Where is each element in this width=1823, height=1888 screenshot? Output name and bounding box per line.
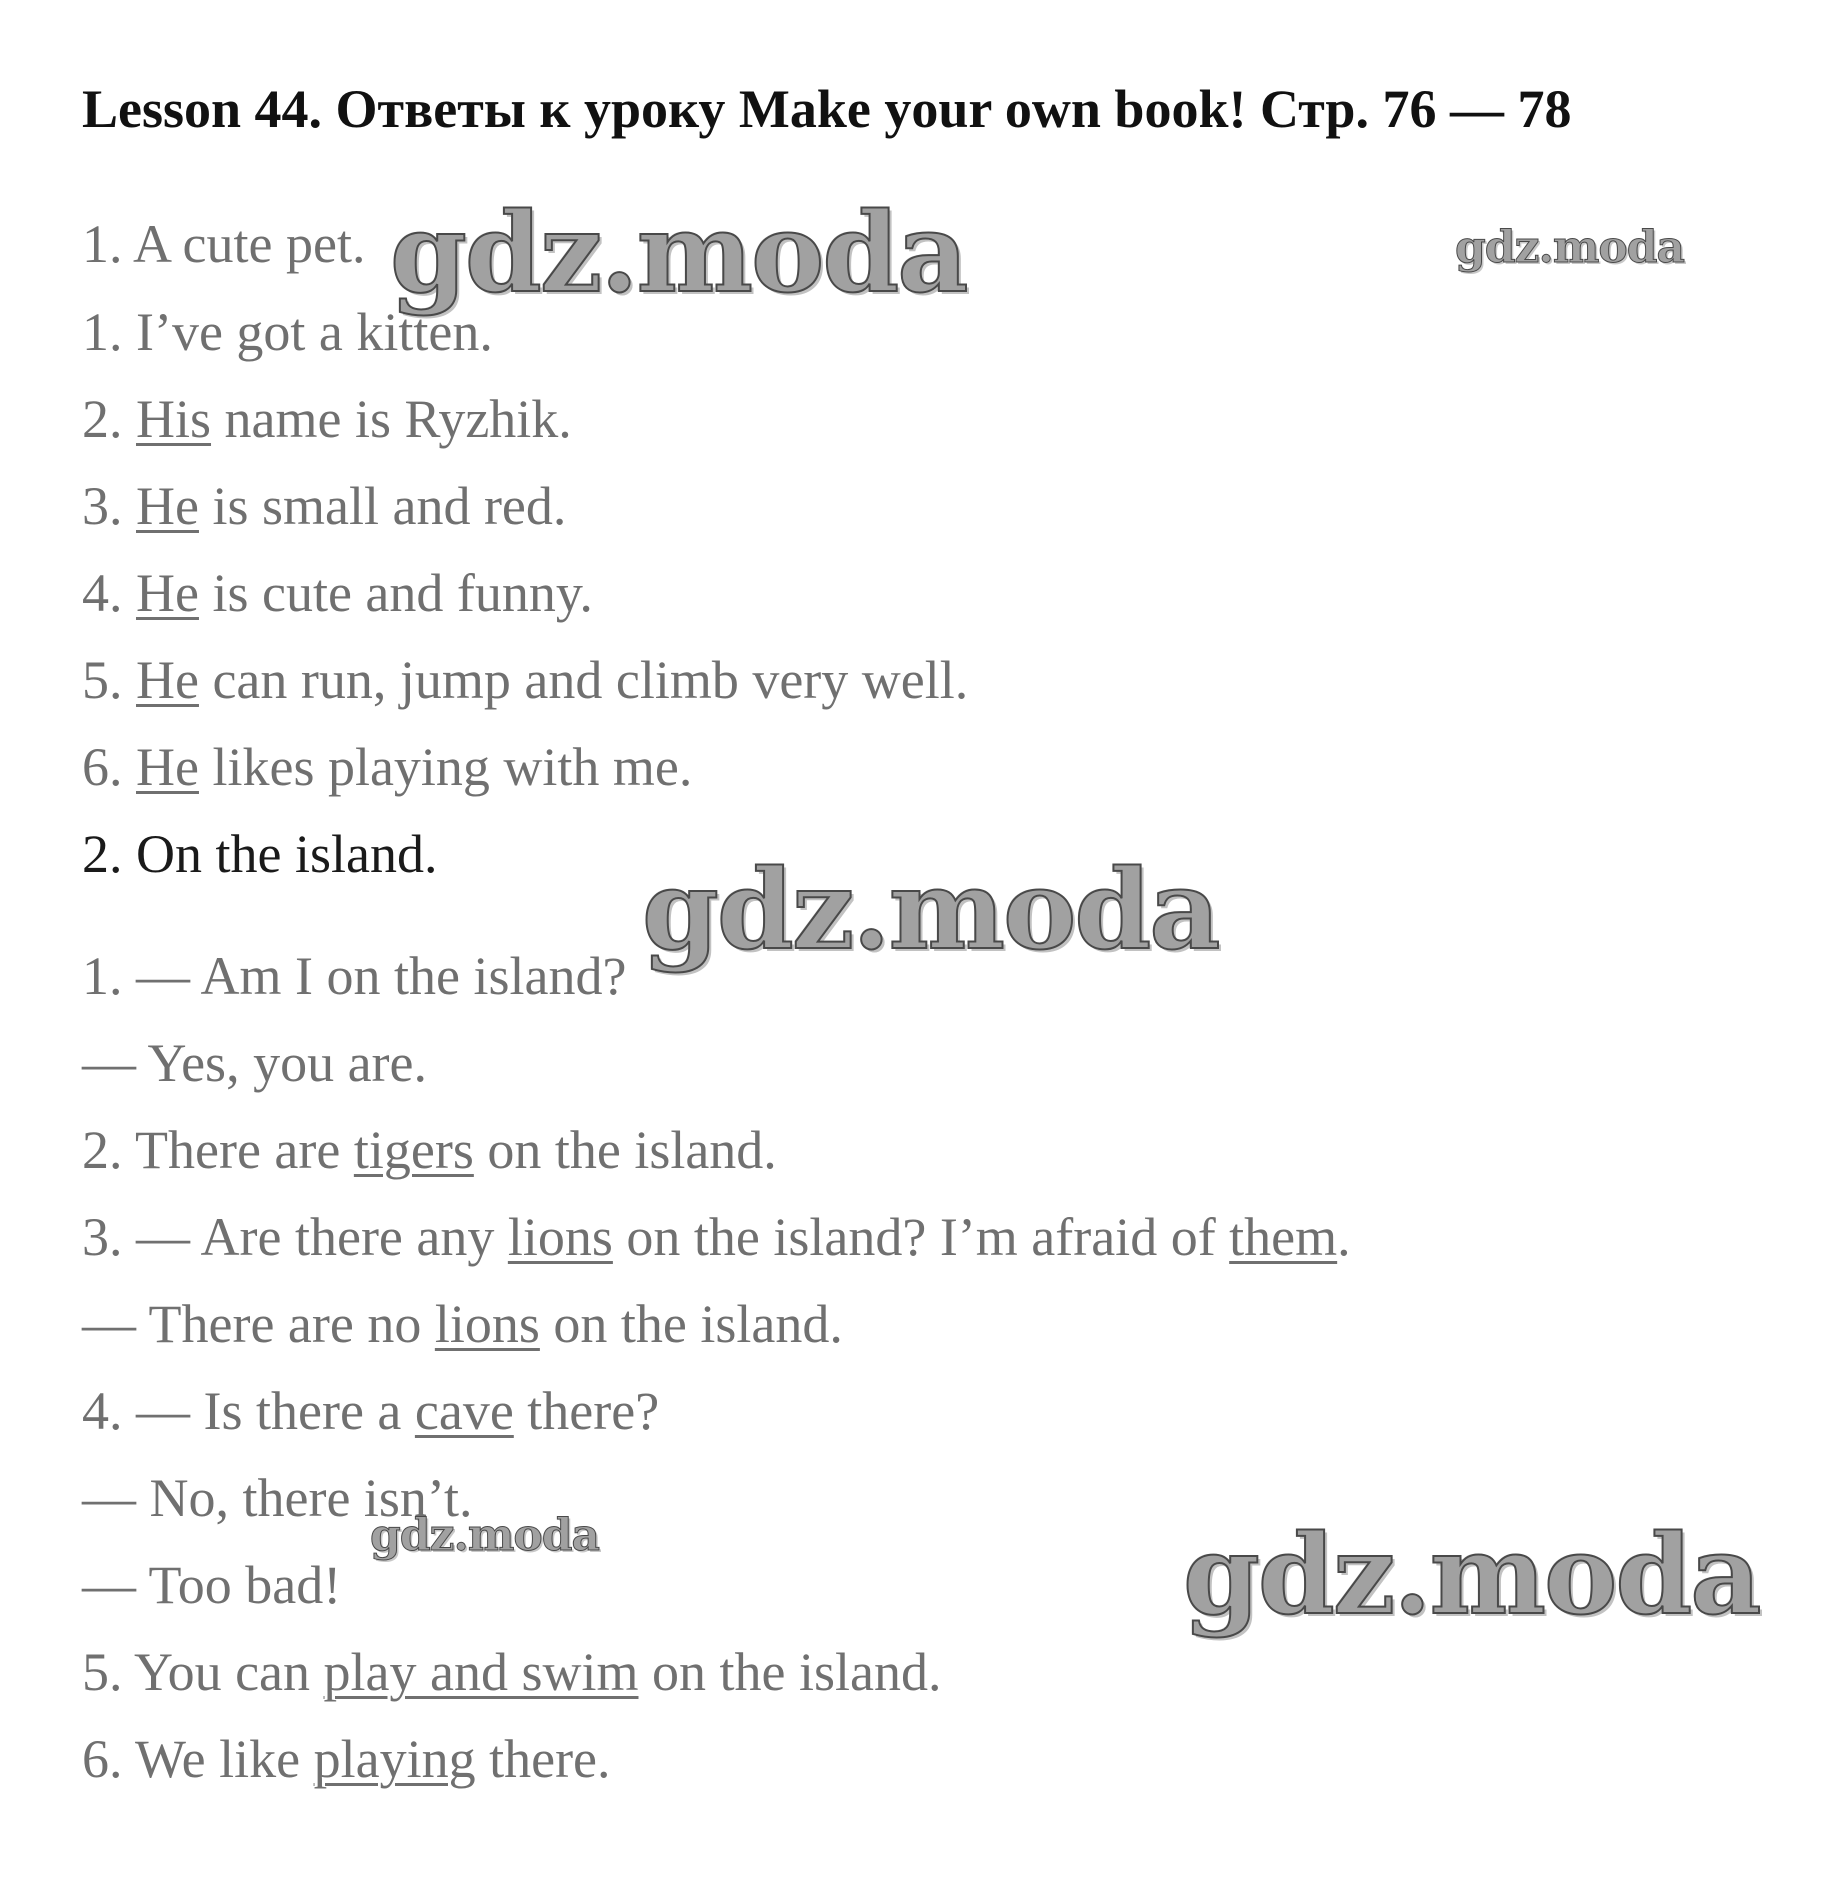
underlined-answer-word: He — [136, 563, 199, 623]
line-text: there? — [513, 1381, 660, 1441]
answer-line — [82, 1641, 941, 1703]
line-text: 2. — [82, 389, 136, 449]
answer-line — [82, 1206, 1351, 1268]
line-text: 4. — Is there a — [82, 1381, 415, 1441]
line-text: there. — [475, 1729, 611, 1789]
underlined-answer-word: lions — [507, 1207, 613, 1267]
line-text: 6. — [82, 737, 136, 797]
watermark-logo: gdz.moda — [370, 1510, 600, 1561]
section-heading-on-the-island — [82, 823, 437, 885]
answer-line — [82, 1380, 659, 1442]
line-text: 5. You can — [82, 1642, 324, 1702]
answer-line — [82, 649, 968, 711]
line-text: on the island. — [638, 1642, 942, 1702]
underlined-answer-word: He — [136, 737, 199, 797]
answer-line — [82, 1728, 611, 1790]
underlined-answer-word: He — [136, 650, 199, 710]
answer-line — [82, 388, 572, 450]
line-text: . — [1337, 1207, 1351, 1267]
line-text: 5. — [82, 650, 136, 710]
line-text: can run, jump and climb very well. — [198, 650, 969, 710]
underlined-answer-word: tigers — [353, 1120, 474, 1180]
underlined-answer-word: play and swim — [323, 1642, 639, 1702]
answer-line — [82, 1119, 777, 1181]
line-text: 1. A cute pet. — [82, 214, 366, 274]
answer-line — [82, 562, 593, 624]
line-text: — No, there isn’t. — [82, 1468, 473, 1528]
watermark-logo: gdz.moda — [642, 845, 1219, 974]
underlined-answer-word: His — [136, 389, 212, 449]
line-text: — Yes, you are. — [82, 1033, 427, 1093]
line-text: 2. On the island. — [82, 824, 438, 884]
answer-line — [82, 475, 566, 537]
underlined-answer-word: He — [136, 476, 199, 536]
line-text: is cute and funny. — [198, 563, 593, 623]
line-text: likes playing with me. — [198, 737, 693, 797]
underlined-answer-word: lions — [434, 1294, 540, 1354]
underlined-answer-word: them — [1229, 1207, 1338, 1267]
line-text: — Too bad! — [82, 1555, 342, 1615]
watermark-logo: gdz.moda — [390, 188, 967, 317]
line-text: on the island. — [539, 1294, 843, 1354]
section-heading-cute-pet — [82, 213, 365, 275]
line-text: 6. We like — [82, 1729, 314, 1789]
line-text: 1. I’ve got a kitten. — [82, 302, 493, 362]
line-text: on the island? I’m afraid of — [612, 1207, 1230, 1267]
answer-line — [82, 1032, 427, 1094]
answer-line — [82, 1293, 843, 1355]
line-text: 3. — [82, 476, 136, 536]
watermark-logo: gdz.moda — [1183, 1510, 1760, 1639]
line-text: — There are no — [82, 1294, 435, 1354]
line-text: 3. — Are there any — [82, 1207, 508, 1267]
line-text: 4. — [82, 563, 136, 623]
answer-line — [82, 1554, 341, 1616]
underlined-answer-word: playing — [313, 1729, 476, 1789]
line-text: is small and red. — [198, 476, 567, 536]
line-text: 2. There are — [82, 1120, 354, 1180]
page-title: Lesson 44. Ответы к уроку Make your own book! Стр. 76 — 78 — [82, 79, 1572, 139]
line-text: 1. — Am I on the island? — [82, 946, 627, 1006]
answer-line — [82, 945, 626, 1007]
line-text: name is Ryzhik. — [211, 389, 572, 449]
answer-line — [82, 736, 692, 798]
underlined-answer-word: cave — [414, 1381, 514, 1441]
watermark-logo: gdz.moda — [1455, 222, 1685, 273]
line-text: on the island. — [473, 1120, 777, 1180]
